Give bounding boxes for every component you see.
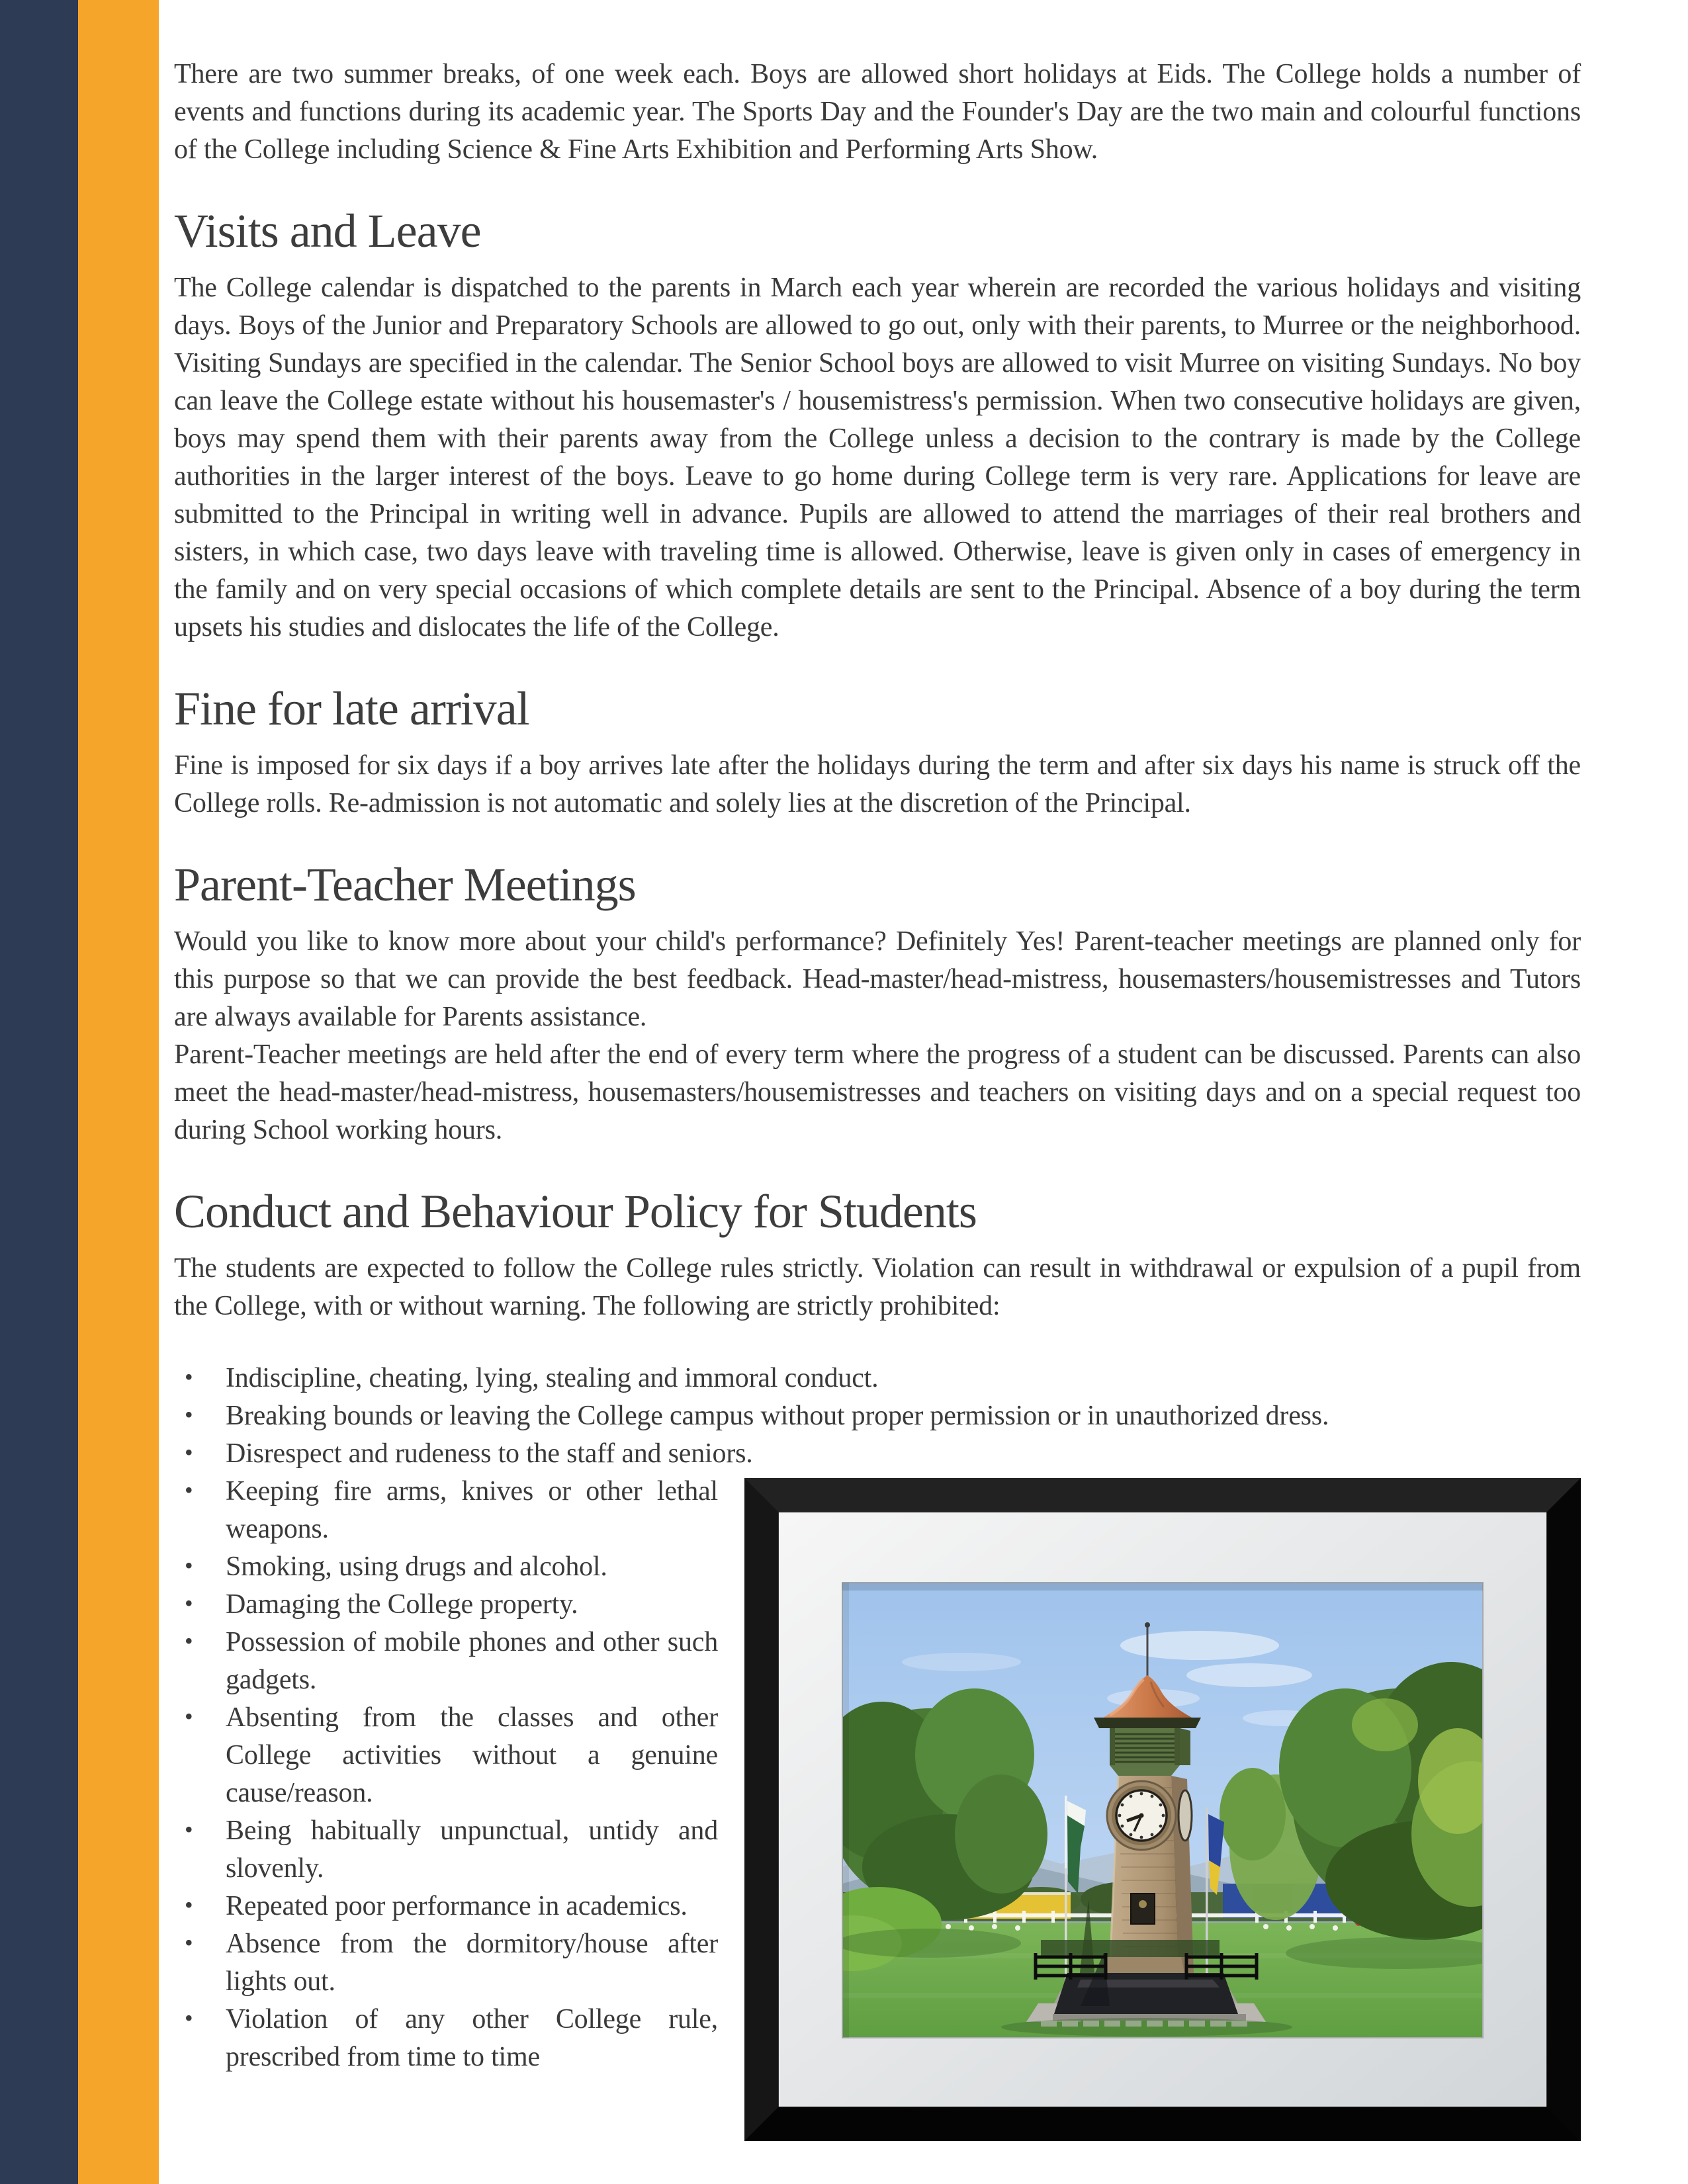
intro-paragraph: There are two summer breaks, of one week each. Boys are allowed short holidays at Eids. The College holds a number of events and functions during its academic year. The Sports Day and the Founder's Day are the two main and colourful functions of the College including Science & Fine Arts Exhibition and Performing Arts Show. <box>174 59 1581 165</box>
heading-parent-teacher-meetings: Parent-Teacher Meetings <box>174 858 636 911</box>
list-item: • Indiscipline, cheating, lying, stealing and immoral conduct. <box>174 1360 1581 1397</box>
prohibited-list-full-width <box>174 1360 1581 1473</box>
list-item: • Breaking bounds or leaving the College campus without proper permission or in unauthorized dress. <box>174 1397 1581 1435</box>
heading-conduct-policy: Conduct and Behaviour Policy for Students <box>174 1185 977 1238</box>
list-item: • Being habitually unpunctual, untidy and slovenly. <box>174 1812 1581 1888</box>
visits-paragraph: The College calendar is dispatched to the parents in March each year wherein are recorded the various holidays and visiting days. Boys of the Junior and Preparatory Schools are allowed to go out, only with their parents, to Murree or the neighborhood. Visiting Sundays are specified in the calendar. The Senior School boys are allowed to visit Murree on visiting Sundays. No boy can leave the College estate without his housemaster's / housemistress's permission. When two consecutive holidays are given, boys may spend them with their parents away from the College unless a decision to the contrary is made by the College authorities in the larger interest of the boys. Leave to go home during College term is very rare. Applications for leave are submitted to the Principal in writing well in advance. Pupils are allowed to attend the marriages of their real brothers and sisters, in which case, two days leave with traveling time is allowed. Otherwise, leave is given only in cases of emergency in the family and on very special occasions of which complete details are sent to the Principal. Absence of a boy during the term upsets his studies and dislocates the life of the College. <box>174 273 1581 642</box>
list-item: • Smoking, using drugs and alcohol. <box>174 1548 1581 1586</box>
list-item: • Possession of mobile phones and other such gadgets. <box>174 1624 1581 1699</box>
prohibited-list <box>174 1360 1581 2141</box>
heading-visits-and-leave: Visits and Leave <box>174 204 481 257</box>
list-item: • Disrespect and rudeness to the staff and seniors. <box>174 1435 1581 1473</box>
list-item: • Absence from the dormitory/house after lights out. <box>174 1925 1581 2001</box>
list-item: • Absenting from the classes and other College activities without a genuine cause/reason. <box>174 1699 1581 1812</box>
page-content <box>174 0 1581 2141</box>
conduct-paragraph: The students are expected to follow the College rules strictly. Violation can result in withdrawal or expulsion of a pupil from the College, with or without warning. The following are strictly prohibited: <box>174 1253 1581 1321</box>
ptm-paragraph-2: Parent-Teacher meetings are held after the end of every term where the progress of a student can be discussed. Parents can also meet the head-master/head-mistress, housemasters/housemistresses and teachers on visiting days and on a special request too during School working hours. <box>174 1039 1581 1145</box>
list-item: • Keeping fire arms, knives or other lethal weapons. <box>174 1473 1581 1548</box>
list-item: • Repeated poor performance in academics. <box>174 1888 1581 1925</box>
navy-accent-bar <box>0 0 78 2184</box>
ptm-paragraph-1: Would you like to know more about your child's performance? Definitely Yes! Parent-teacher meetings are planned only for this purpose so that we can provide the best feedback. Head-master/head-mistress, housemasters/housemistresses and Tutors are always available for Parents assistance. <box>174 926 1581 1032</box>
fine-paragraph: Fine is imposed for six days if a boy arrives late after the holidays during the term and after six days his name is struck off the College rolls. Re-admission is not automatic and solely lies at the discretion of the Principal. <box>174 750 1581 818</box>
prohibited-list-beside-photo <box>174 1473 1581 2076</box>
orange-accent-bar <box>78 0 159 2184</box>
list-item: • Violation of any other College rule, prescribed from time to time <box>174 2001 1581 2076</box>
list-item: • Damaging the College property. <box>174 1586 1581 1624</box>
heading-fine-for-late-arrival: Fine for late arrival <box>174 682 529 735</box>
